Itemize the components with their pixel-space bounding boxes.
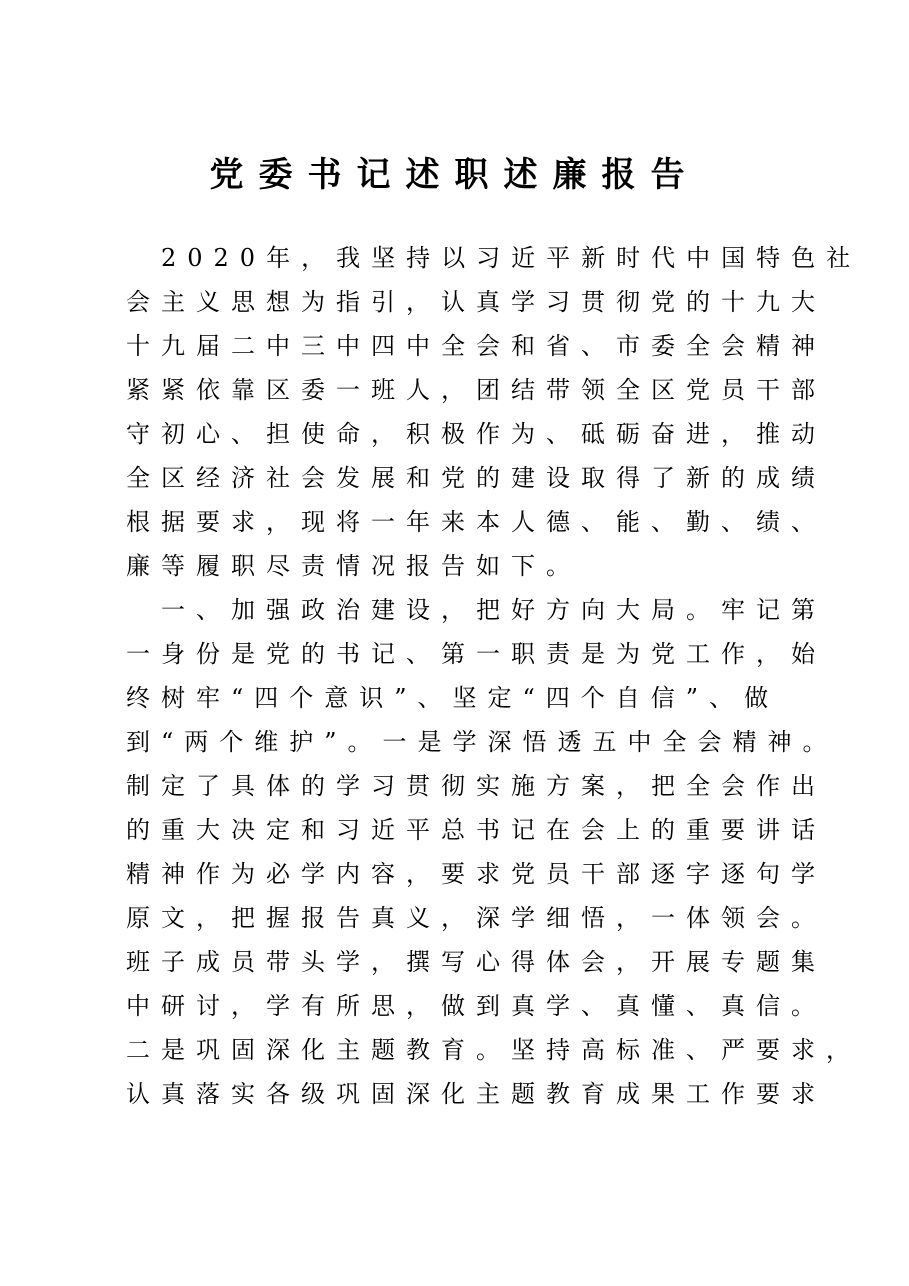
body-line: 全区经济社会发展和党的建设取得了新的成绩 bbox=[126, 464, 826, 492]
body-line: 守初心、担使命，积极作为、砥砺奋进，推动 bbox=[126, 420, 826, 448]
body-line: 廉等履职尽责情况报告如下。 bbox=[126, 552, 581, 580]
body-line: 会主义思想为指引，认真学习贯彻党的十九大 bbox=[126, 288, 826, 316]
document-body bbox=[126, 236, 862, 1116]
body-line: 的重大决定和习近平总书记在会上的重要讲话 bbox=[126, 816, 826, 844]
body-line: 一身份是党的书记、第一职责是为党工作，始 bbox=[126, 640, 826, 668]
document-title: 党委书记述职述廉报告 bbox=[209, 155, 700, 195]
body-line: 认真落实各级巩固深化主题教育成果工作要求 bbox=[126, 1080, 826, 1108]
body-line: 终树牢“四个意识”、坚定“四个自信”、做 bbox=[126, 684, 780, 712]
body-line: 制定了具体的学习贯彻实施方案，把全会作出 bbox=[126, 772, 826, 800]
body-line: 班子成员带头学，撰写心得体会，开展专题集 bbox=[126, 948, 826, 976]
body-line: 二是巩固深化主题教育。坚持高标准、严要求， bbox=[126, 1036, 861, 1064]
body-line: 十九届二中三中四中全会和省、市委全会精神 bbox=[126, 332, 826, 360]
body-line: 紧紧依靠区委一班人，团结带领全区党员干部 bbox=[126, 376, 826, 404]
body-line: 2020年，我坚持以习近平新时代中国特色社 bbox=[126, 244, 862, 272]
body-line: 一、加强政治建设，把好方向大局。牢记第 bbox=[126, 596, 826, 624]
body-line: 中研讨，学有所思，做到真学、真懂、真信。 bbox=[126, 992, 826, 1020]
body-line: 原文，把握报告真义，深学细悟，一体领会。 bbox=[126, 904, 826, 932]
body-line: 精神作为必学内容，要求党员干部逐字逐句学 bbox=[126, 860, 826, 888]
body-line: 到“两个维护”。一是学深悟透五中全会精神。 bbox=[126, 728, 838, 756]
body-line: 根据要求，现将一年来本人德、能、勤、绩、 bbox=[126, 508, 826, 536]
